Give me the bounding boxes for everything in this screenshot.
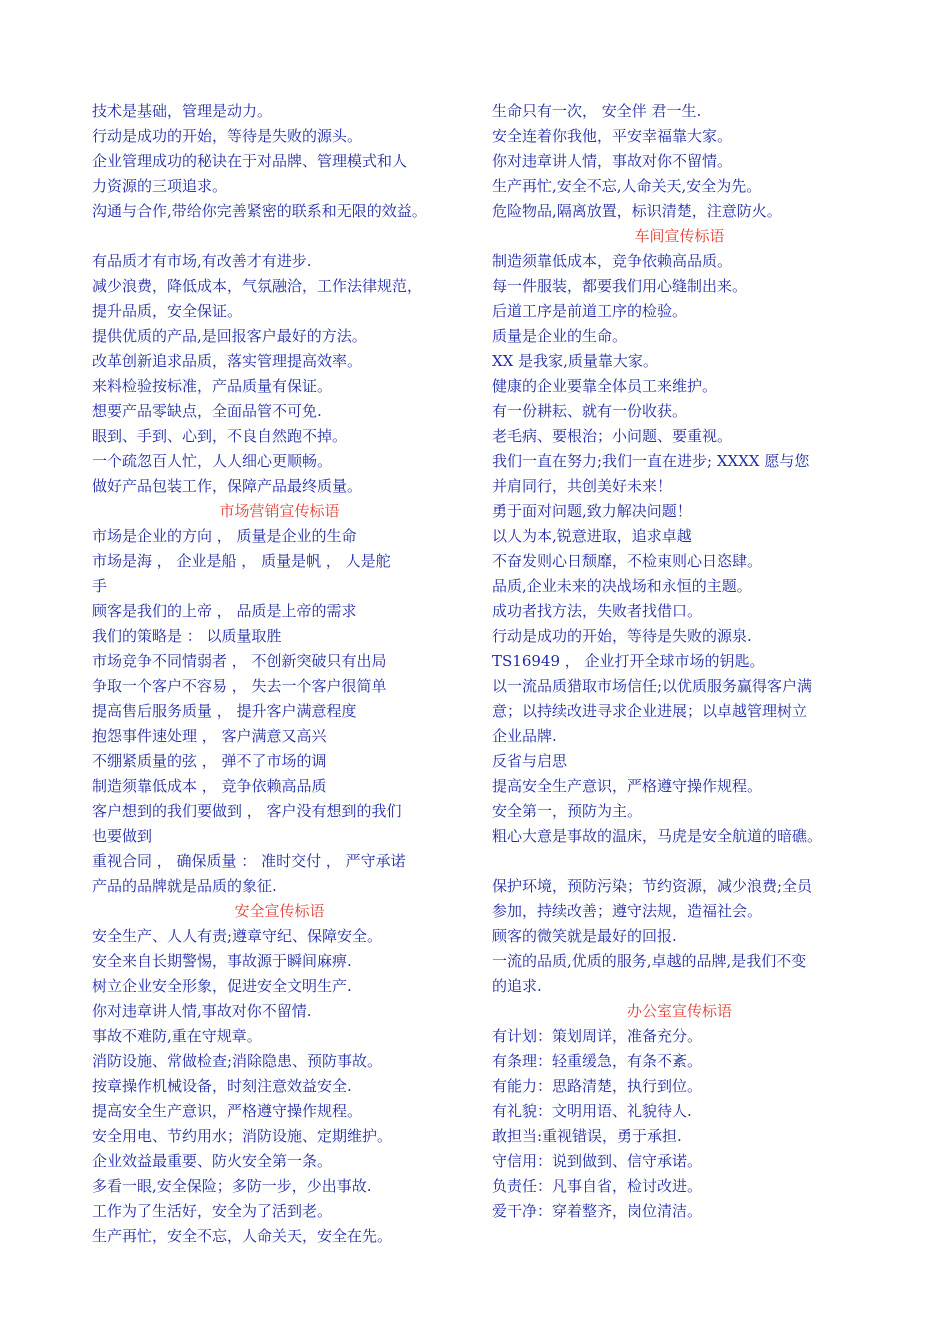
left-text-line: 企业管理成功的秘诀在于对品牌、管理模式和人 — [92, 152, 408, 170]
left-text-line: 提供优质的产品,是回报客户最好的方法。 — [92, 327, 367, 345]
right-text-line: 有一份耕耘、就有一份收获。 — [492, 402, 688, 420]
right-blank-line — [492, 849, 867, 874]
left-text-line: 市场竞争不同情弱者 ， 不创新突破只有出局 — [92, 652, 387, 670]
left-text-line: 也要做到 — [92, 827, 153, 845]
right-text-line: 有条理：轻重缓急，有条不紊。 — [492, 1052, 703, 1070]
right-text-line: 生产再忙,安全不忘,人命关天,安全为先。 — [492, 177, 762, 195]
left-text-line: 安全用电、节约用水；消防设施、定期维护。 — [92, 1127, 393, 1145]
left-blank-line — [92, 224, 467, 249]
right-text-line: 老毛病、要根治；小问题、要重视。 — [492, 427, 733, 445]
left-text-line: 改革创新追求品质，落实管理提高效率。 — [92, 352, 363, 370]
right-text-line: 我们一直在努力;我们一直在进步; XXXX 愿与您 — [492, 452, 810, 470]
right-text-line: 每一件服装，都要我们用心缝制出来。 — [492, 277, 748, 295]
left-text-line: 树立企业安全形象，促进安全文明生产. — [92, 977, 352, 995]
right-text-line: 以一流品质猎取市场信任;以优质服务赢得客户满 — [492, 677, 813, 695]
right-text-line: 后道工序是前道工序的检验。 — [492, 302, 688, 320]
left-column — [92, 99, 467, 1249]
left-text-line: 重视合同 ， 确保质量 ： 准时交付 ， 严守承诺 — [92, 852, 406, 870]
right-text-line: 有礼貌：文明用语、礼貌待人. — [492, 1102, 692, 1120]
left-text-line: 手 — [92, 577, 108, 595]
left-text-line: 眼到、手到、心到，不良自然跑不掉。 — [92, 427, 348, 445]
right-text-line: 制造须靠低成本，竞争依赖高品质。 — [492, 252, 733, 270]
left-text-line: 市场是企业的方向 ， 质量是企业的生命 — [92, 527, 357, 545]
right-text-line: 质量是企业的生命。 — [492, 327, 628, 345]
right-text-line: 不奋发则心日颓靡，不检束则心日恣肆。 — [492, 552, 763, 570]
right-text-line: 意；以持续改进寻求企业进展；以卓越管理树立 — [492, 702, 808, 720]
left-text-line: 生产再忙，安全不忘，人命关天，安全在先。 — [92, 1227, 393, 1245]
left-text-line: 企业效益最重要、防火安全第一条。 — [92, 1152, 333, 1170]
right-text-line: 有能力：思路清楚，执行到位。 — [492, 1077, 703, 1095]
left-text-line: 产品的品牌就是品质的象征. — [92, 877, 277, 895]
left-text-line: 制造须靠低成本 ， 竞争依赖高品质 — [92, 777, 327, 795]
left-text-line: 想要产品零缺点，全面品管不可免. — [92, 402, 322, 420]
right-text-line: 爱干净：穿着整齐，岗位清洁。 — [492, 1202, 703, 1220]
left-text-line: 顾客是我们的上帝 ， 品质是上帝的需求 — [92, 602, 357, 620]
left-text-line: 市场是海 ， 企业是船 ， 质量是帆 ， 人是舵 — [92, 552, 391, 570]
right-section-heading: 车间宣传标语 — [634, 227, 725, 245]
left-text-line: 一个疏忽百人忙，人人细心更顺畅。 — [92, 452, 333, 470]
left-text-line: 提高安全生产意识，严格遵守操作规程。 — [92, 1102, 363, 1120]
left-text-line: 来料检验按标准，产品质量有保证。 — [92, 377, 333, 395]
left-text-line: 行动是成功的开始，等待是失败的源头。 — [92, 127, 363, 145]
right-text-line: 并肩同行，共创美好未来！ — [492, 477, 673, 495]
right-text-line: 生命只有一次， 安全伴 君一生. — [492, 102, 702, 120]
right-text-line: 勇于面对问题,致力解决问题！ — [492, 502, 692, 520]
left-text-line: 做好产品包装工作，保障产品最终质量。 — [92, 477, 363, 495]
left-text-line: 你对违章讲人情,事故对你不留情. — [92, 1002, 312, 1020]
right-text-line: 粗心大意是事故的温床，马虎是安全航道的暗礁。 — [492, 827, 823, 845]
left-text-line: 争取一个客户不容易 ， 失去一个客户很简单 — [92, 677, 387, 695]
right-text-line: 顾客的微笑就是最好的回报. — [492, 927, 677, 945]
right-text-line: 守信用：说到做到、信守承诺。 — [492, 1152, 703, 1170]
left-text-line: 客户想到的我们要做到 ， 客户没有想到的我们 — [92, 802, 402, 820]
right-text-line: 品质,企业未来的决战场和永恒的主题。 — [492, 577, 752, 595]
left-section-heading: 安全宣传标语 — [234, 902, 325, 920]
right-text-line: 企业品牌. — [492, 727, 557, 745]
left-text-line: 事故不难防,重在守规章。 — [92, 1027, 262, 1045]
right-text-line: 行动是成功的开始，等待是失败的源泉. — [492, 627, 752, 645]
right-text-line: 参加，持续改善；遵守法规，造福社会。 — [492, 902, 763, 920]
right-text-line: 健康的企业要靠全体员工来维护。 — [492, 377, 718, 395]
left-text-line: 抱怨事件速处理 ， 客户满意又高兴 — [92, 727, 327, 745]
left-text-line: 我们的策略是 ： 以质量取胜 — [92, 627, 282, 645]
right-text-line: 成功者找方法，失败者找借口。 — [492, 602, 703, 620]
right-text-line: XX 是我家,质量靠大家。 — [492, 352, 658, 370]
right-text-line: 反省与启思 — [492, 752, 568, 770]
left-text-line: 安全生产、人人有责;遵章守纪、保障安全。 — [92, 927, 383, 945]
right-text-line: 危险物品,隔离放置，标识清楚，注意防火。 — [492, 202, 782, 220]
left-text-line: 提高售后服务质量 ， 提升客户满意程度 — [92, 702, 357, 720]
right-text-line: 安全第一，预防为主。 — [492, 802, 643, 820]
left-text-line: 提升品质，安全保证。 — [92, 302, 243, 320]
left-text-line: 安全来自长期警惕，事故源于瞬间麻痹. — [92, 952, 352, 970]
right-text-line: 以人为本,锐意进取，追求卓越 — [492, 527, 692, 545]
right-text-line: 你对违章讲人情，事故对你不留情。 — [492, 152, 733, 170]
left-text-line: 消防设施、常做检查;消除隐患、预防事故。 — [92, 1052, 383, 1070]
left-text-line: 力资源的三项追求。 — [92, 177, 228, 195]
right-text-line: 敢担当:重视错误，勇于承担. — [492, 1127, 682, 1145]
left-text-line: 多看一眼,安全保险；多防一步，少出事故. — [92, 1177, 372, 1195]
right-text-line: 保护环境，预防污染；节约资源，减少浪费;全员 — [492, 877, 813, 895]
left-text-line: 有品质才有市场,有改善才有进步. — [92, 252, 312, 270]
left-text-line: 减少浪费，降低成本，气氛融洽，工作法律规范， — [92, 277, 423, 295]
right-text-line: 一流的品质,优质的服务,卓越的品牌,是我们不变 — [492, 952, 807, 970]
left-section-heading: 市场营销宣传标语 — [219, 502, 340, 520]
left-text-line: 技术是基础，管理是动力。 — [92, 102, 273, 120]
right-text-line: 有计划：策划周详，准备充分。 — [492, 1027, 703, 1045]
right-section-heading: 办公室宣传标语 — [626, 1002, 732, 1020]
right-text-line: 安全连着你我他，平安幸福靠大家。 — [492, 127, 733, 145]
left-text-line: 沟通与合作,带给你完善紧密的联系和无限的效益。 — [92, 202, 427, 220]
left-text-line: 按章操作机械设备，时刻注意效益安全. — [92, 1077, 352, 1095]
right-text-line: TS16949 ， 企业打开全球市场的钥匙。 — [492, 652, 765, 670]
left-text-line: 不绷紧质量的弦 ， 弹不了市场的调 — [92, 752, 327, 770]
right-text-line: 负责任：凡事自省，检讨改进。 — [492, 1177, 703, 1195]
left-text-line: 工作为了生活好，安全为了活到老。 — [92, 1202, 333, 1220]
right-text-line: 的追求. — [492, 977, 542, 995]
right-text-line: 提高安全生产意识，严格遵守操作规程。 — [492, 777, 763, 795]
right-column — [492, 99, 867, 1224]
